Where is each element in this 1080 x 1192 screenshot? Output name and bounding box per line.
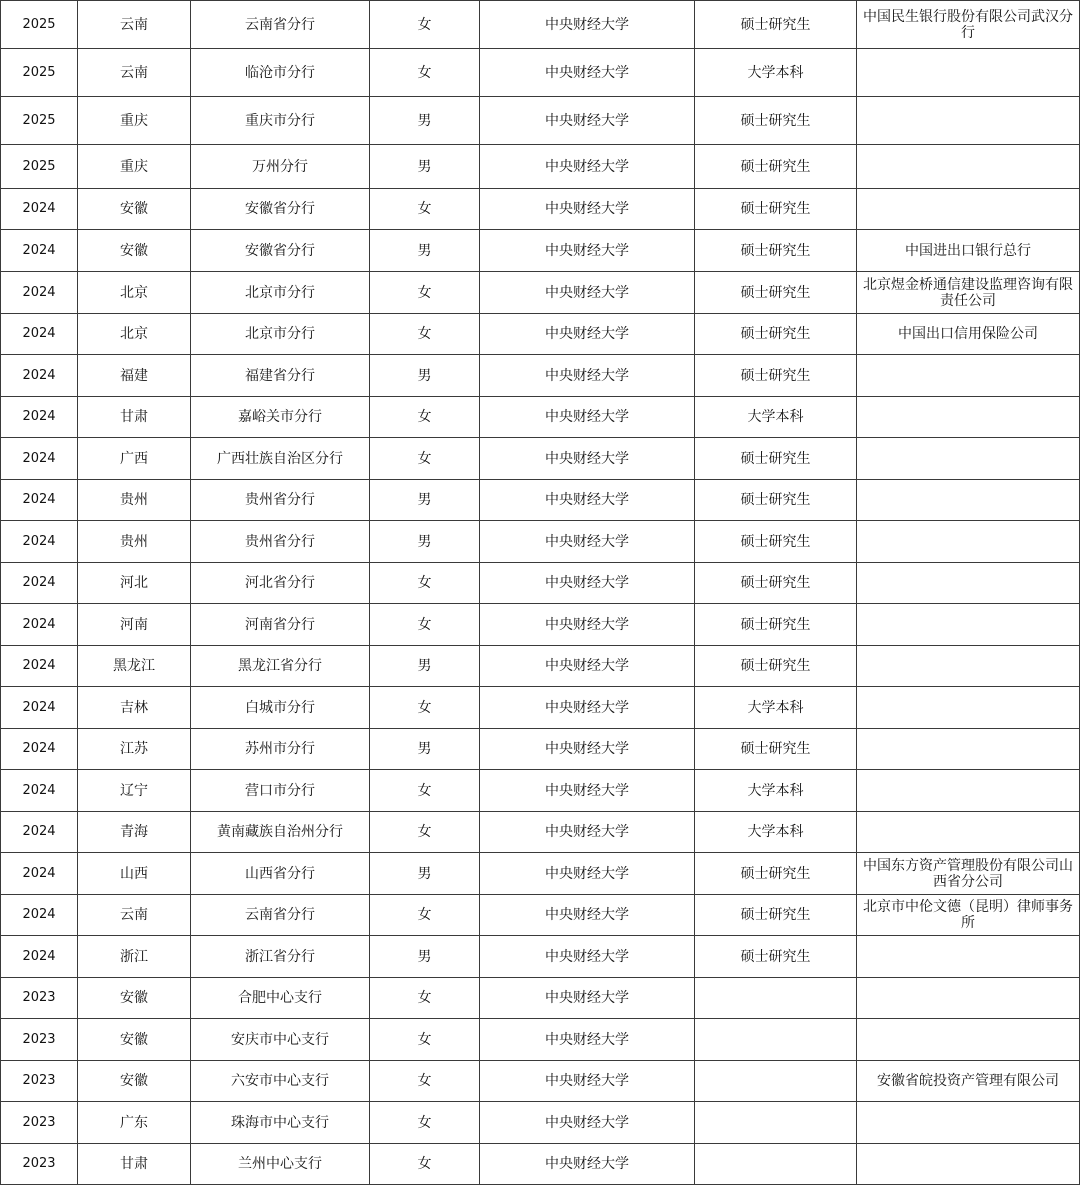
- cell-branch: 河南省分行: [191, 604, 370, 646]
- cell-degree: 硕士研究生: [695, 189, 857, 230]
- cell-degree: 硕士研究生: [695, 272, 857, 314]
- cell-year: 2024: [1, 230, 78, 272]
- cell-degree: [695, 1061, 857, 1102]
- cell-previous-employer: 北京市中伦文德（昆明）律师事务所: [857, 895, 1080, 936]
- cell-degree: 硕士研究生: [695, 895, 857, 936]
- cell-gender: 女: [370, 397, 480, 438]
- cell-previous-employer: [857, 189, 1080, 230]
- cell-previous-employer: [857, 604, 1080, 646]
- cell-gender: 女: [370, 189, 480, 230]
- table-row: [1, 687, 1080, 729]
- table-row: [1, 936, 1080, 978]
- cell-branch: 营口市分行: [191, 770, 370, 812]
- cell-school: 中央财经大学: [480, 1, 695, 49]
- cell-branch: 福建省分行: [191, 355, 370, 397]
- table-row: [1, 1, 1080, 49]
- cell-previous-employer: [857, 687, 1080, 729]
- table-row: [1, 230, 1080, 272]
- table-row: [1, 272, 1080, 314]
- cell-year: 2025: [1, 49, 78, 97]
- cell-previous-employer: 中国进出口银行总行: [857, 230, 1080, 272]
- cell-branch: 安徽省分行: [191, 230, 370, 272]
- cell-year: 2024: [1, 272, 78, 314]
- cell-year: 2024: [1, 480, 78, 521]
- cell-degree: [695, 1144, 857, 1185]
- cell-year: 2023: [1, 1102, 78, 1144]
- cell-branch: 万州分行: [191, 145, 370, 189]
- cell-year: 2024: [1, 397, 78, 438]
- cell-school: 中央财经大学: [480, 230, 695, 272]
- cell-year: 2024: [1, 355, 78, 397]
- cell-gender: 女: [370, 438, 480, 480]
- cell-year: 2023: [1, 1144, 78, 1185]
- cell-province: 甘肃: [78, 397, 191, 438]
- cell-year: 2024: [1, 646, 78, 687]
- cell-branch: 合肥中心支行: [191, 978, 370, 1019]
- cell-degree: 硕士研究生: [695, 1, 857, 49]
- cell-branch: 黑龙江省分行: [191, 646, 370, 687]
- cell-school: 中央财经大学: [480, 1144, 695, 1185]
- cell-previous-employer: [857, 812, 1080, 853]
- cell-previous-employer: [857, 397, 1080, 438]
- cell-degree: 大学本科: [695, 687, 857, 729]
- cell-school: 中央财经大学: [480, 1102, 695, 1144]
- cell-branch: 云南省分行: [191, 1, 370, 49]
- cell-year: 2024: [1, 729, 78, 770]
- cell-branch: 贵州省分行: [191, 521, 370, 563]
- cell-year: 2023: [1, 978, 78, 1019]
- table-row: [1, 1019, 1080, 1061]
- cell-province: 安徽: [78, 1061, 191, 1102]
- cell-gender: 女: [370, 1144, 480, 1185]
- cell-degree: 硕士研究生: [695, 729, 857, 770]
- table-row: [1, 521, 1080, 563]
- cell-gender: 女: [370, 978, 480, 1019]
- cell-school: 中央财经大学: [480, 853, 695, 895]
- cell-province: 吉林: [78, 687, 191, 729]
- cell-school: 中央财经大学: [480, 49, 695, 97]
- table-row: [1, 770, 1080, 812]
- cell-degree: 硕士研究生: [695, 853, 857, 895]
- cell-province: 北京: [78, 314, 191, 355]
- cell-school: 中央财经大学: [480, 97, 695, 145]
- cell-gender: 女: [370, 895, 480, 936]
- cell-degree: 大学本科: [695, 397, 857, 438]
- cell-school: 中央财经大学: [480, 355, 695, 397]
- cell-branch: 北京市分行: [191, 272, 370, 314]
- cell-degree: 大学本科: [695, 770, 857, 812]
- cell-previous-employer: 北京煜金桥通信建设监理咨询有限责任公司: [857, 272, 1080, 314]
- cell-degree: [695, 1102, 857, 1144]
- cell-province: 贵州: [78, 521, 191, 563]
- cell-province: 安徽: [78, 1019, 191, 1061]
- cell-province: 云南: [78, 1, 191, 49]
- cell-school: 中央财经大学: [480, 397, 695, 438]
- table-row: [1, 1061, 1080, 1102]
- cell-gender: 女: [370, 563, 480, 604]
- table-row: [1, 1102, 1080, 1144]
- cell-province: 甘肃: [78, 1144, 191, 1185]
- cell-gender: 女: [370, 812, 480, 853]
- cell-gender: 女: [370, 1, 480, 49]
- cell-gender: 女: [370, 272, 480, 314]
- cell-degree: [695, 978, 857, 1019]
- cell-degree: 硕士研究生: [695, 355, 857, 397]
- cell-gender: 女: [370, 49, 480, 97]
- cell-year: 2025: [1, 1, 78, 49]
- cell-previous-employer: [857, 770, 1080, 812]
- cell-school: 中央财经大学: [480, 729, 695, 770]
- cell-gender: 女: [370, 687, 480, 729]
- cell-branch: 六安市中心支行: [191, 1061, 370, 1102]
- cell-gender: 男: [370, 355, 480, 397]
- cell-branch: 浙江省分行: [191, 936, 370, 978]
- cell-gender: 女: [370, 314, 480, 355]
- cell-degree: 硕士研究生: [695, 563, 857, 604]
- table-row: [1, 397, 1080, 438]
- cell-degree: 硕士研究生: [695, 97, 857, 145]
- cell-school: 中央财经大学: [480, 314, 695, 355]
- cell-branch: 珠海市中心支行: [191, 1102, 370, 1144]
- cell-gender: 女: [370, 604, 480, 646]
- cell-branch: 黄南藏族自治州分行: [191, 812, 370, 853]
- cell-branch: 嘉峪关市分行: [191, 397, 370, 438]
- cell-school: 中央财经大学: [480, 272, 695, 314]
- cell-previous-employer: [857, 438, 1080, 480]
- cell-school: 中央财经大学: [480, 563, 695, 604]
- cell-school: 中央财经大学: [480, 480, 695, 521]
- cell-previous-employer: [857, 563, 1080, 604]
- table-row: [1, 853, 1080, 895]
- table-row: [1, 563, 1080, 604]
- cell-province: 安徽: [78, 189, 191, 230]
- cell-previous-employer: [857, 1144, 1080, 1185]
- cell-year: 2024: [1, 812, 78, 853]
- cell-branch: 安庆市中心支行: [191, 1019, 370, 1061]
- cell-gender: 男: [370, 480, 480, 521]
- cell-branch: 云南省分行: [191, 895, 370, 936]
- cell-year: 2024: [1, 936, 78, 978]
- cell-gender: 男: [370, 521, 480, 563]
- cell-degree: 硕士研究生: [695, 480, 857, 521]
- cell-degree: 硕士研究生: [695, 438, 857, 480]
- cell-branch: 兰州中心支行: [191, 1144, 370, 1185]
- cell-province: 北京: [78, 272, 191, 314]
- cell-degree: 硕士研究生: [695, 314, 857, 355]
- cell-year: 2024: [1, 853, 78, 895]
- cell-province: 黑龙江: [78, 646, 191, 687]
- cell-branch: 苏州市分行: [191, 729, 370, 770]
- cell-school: 中央财经大学: [480, 604, 695, 646]
- cell-gender: 男: [370, 97, 480, 145]
- table-row: [1, 480, 1080, 521]
- cell-year: 2025: [1, 145, 78, 189]
- cell-degree: 硕士研究生: [695, 145, 857, 189]
- cell-previous-employer: [857, 1102, 1080, 1144]
- cell-year: 2024: [1, 563, 78, 604]
- cell-degree: 大学本科: [695, 49, 857, 97]
- cell-province: 安徽: [78, 978, 191, 1019]
- table-row: [1, 355, 1080, 397]
- cell-province: 浙江: [78, 936, 191, 978]
- cell-previous-employer: [857, 49, 1080, 97]
- cell-previous-employer: [857, 145, 1080, 189]
- cell-province: 云南: [78, 49, 191, 97]
- cell-branch: 贵州省分行: [191, 480, 370, 521]
- cell-school: 中央财经大学: [480, 687, 695, 729]
- cell-branch: 北京市分行: [191, 314, 370, 355]
- table-row: [1, 189, 1080, 230]
- cell-year: 2023: [1, 1061, 78, 1102]
- cell-school: 中央财经大学: [480, 646, 695, 687]
- cell-previous-employer: 中国出口信用保险公司: [857, 314, 1080, 355]
- cell-previous-employer: [857, 355, 1080, 397]
- cell-province: 辽宁: [78, 770, 191, 812]
- cell-previous-employer: 中国民生银行股份有限公司武汉分行: [857, 1, 1080, 49]
- cell-branch: 安徽省分行: [191, 189, 370, 230]
- cell-school: 中央财经大学: [480, 1061, 695, 1102]
- cell-degree: 硕士研究生: [695, 230, 857, 272]
- table-row: [1, 729, 1080, 770]
- cell-previous-employer: [857, 521, 1080, 563]
- cell-degree: [695, 1019, 857, 1061]
- cell-gender: 男: [370, 646, 480, 687]
- cell-degree: 硕士研究生: [695, 936, 857, 978]
- cell-gender: 男: [370, 230, 480, 272]
- cell-branch: 白城市分行: [191, 687, 370, 729]
- table-row: [1, 604, 1080, 646]
- cell-province: 云南: [78, 895, 191, 936]
- cell-previous-employer: [857, 729, 1080, 770]
- cell-gender: 男: [370, 145, 480, 189]
- cell-school: 中央财经大学: [480, 895, 695, 936]
- cell-year: 2024: [1, 770, 78, 812]
- cell-school: 中央财经大学: [480, 812, 695, 853]
- cell-province: 广东: [78, 1102, 191, 1144]
- cell-gender: 女: [370, 1061, 480, 1102]
- cell-province: 安徽: [78, 230, 191, 272]
- cell-province: 江苏: [78, 729, 191, 770]
- cell-gender: 女: [370, 1102, 480, 1144]
- cell-province: 广西: [78, 438, 191, 480]
- table-row: [1, 314, 1080, 355]
- cell-previous-employer: 中国东方资产管理股份有限公司山西省分公司: [857, 853, 1080, 895]
- cell-degree: 大学本科: [695, 812, 857, 853]
- cell-year: 2024: [1, 314, 78, 355]
- table-row: [1, 646, 1080, 687]
- cell-degree: 硕士研究生: [695, 604, 857, 646]
- cell-school: 中央财经大学: [480, 521, 695, 563]
- cell-school: 中央财经大学: [480, 770, 695, 812]
- cell-gender: 男: [370, 936, 480, 978]
- cell-province: 重庆: [78, 145, 191, 189]
- table-row: [1, 145, 1080, 189]
- cell-gender: 男: [370, 853, 480, 895]
- table-row: [1, 438, 1080, 480]
- cell-province: 贵州: [78, 480, 191, 521]
- cell-year: 2024: [1, 521, 78, 563]
- cell-branch: 广西壮族自治区分行: [191, 438, 370, 480]
- cell-branch: 临沧市分行: [191, 49, 370, 97]
- cell-province: 福建: [78, 355, 191, 397]
- cell-year: 2024: [1, 189, 78, 230]
- cell-gender: 女: [370, 1019, 480, 1061]
- cell-school: 中央财经大学: [480, 189, 695, 230]
- cell-year: 2023: [1, 1019, 78, 1061]
- cell-school: 中央财经大学: [480, 978, 695, 1019]
- cell-school: 中央财经大学: [480, 1019, 695, 1061]
- cell-school: 中央财经大学: [480, 145, 695, 189]
- cell-school: 中央财经大学: [480, 936, 695, 978]
- cell-gender: 男: [370, 729, 480, 770]
- cell-degree: 硕士研究生: [695, 646, 857, 687]
- cell-previous-employer: [857, 97, 1080, 145]
- cell-degree: 硕士研究生: [695, 521, 857, 563]
- cell-province: 重庆: [78, 97, 191, 145]
- cell-branch: 山西省分行: [191, 853, 370, 895]
- table-row: [1, 49, 1080, 97]
- cell-previous-employer: [857, 978, 1080, 1019]
- cell-previous-employer: [857, 646, 1080, 687]
- table-row: [1, 978, 1080, 1019]
- cell-branch: 重庆市分行: [191, 97, 370, 145]
- table-row: [1, 1144, 1080, 1185]
- cell-year: 2024: [1, 687, 78, 729]
- cell-gender: 女: [370, 770, 480, 812]
- cell-year: 2024: [1, 895, 78, 936]
- cell-province: 河南: [78, 604, 191, 646]
- table-row: [1, 812, 1080, 853]
- table-row: [1, 97, 1080, 145]
- table-row: [1, 895, 1080, 936]
- cell-previous-employer: [857, 480, 1080, 521]
- cell-previous-employer: 安徽省皖投资产管理有限公司: [857, 1061, 1080, 1102]
- cell-year: 2024: [1, 604, 78, 646]
- table-body: [1, 1, 1080, 1185]
- cell-year: 2025: [1, 97, 78, 145]
- cell-school: 中央财经大学: [480, 438, 695, 480]
- cell-province: 青海: [78, 812, 191, 853]
- cell-previous-employer: [857, 1019, 1080, 1061]
- cell-previous-employer: [857, 936, 1080, 978]
- cell-branch: 河北省分行: [191, 563, 370, 604]
- cell-province: 河北: [78, 563, 191, 604]
- cell-year: 2024: [1, 438, 78, 480]
- cell-province: 山西: [78, 853, 191, 895]
